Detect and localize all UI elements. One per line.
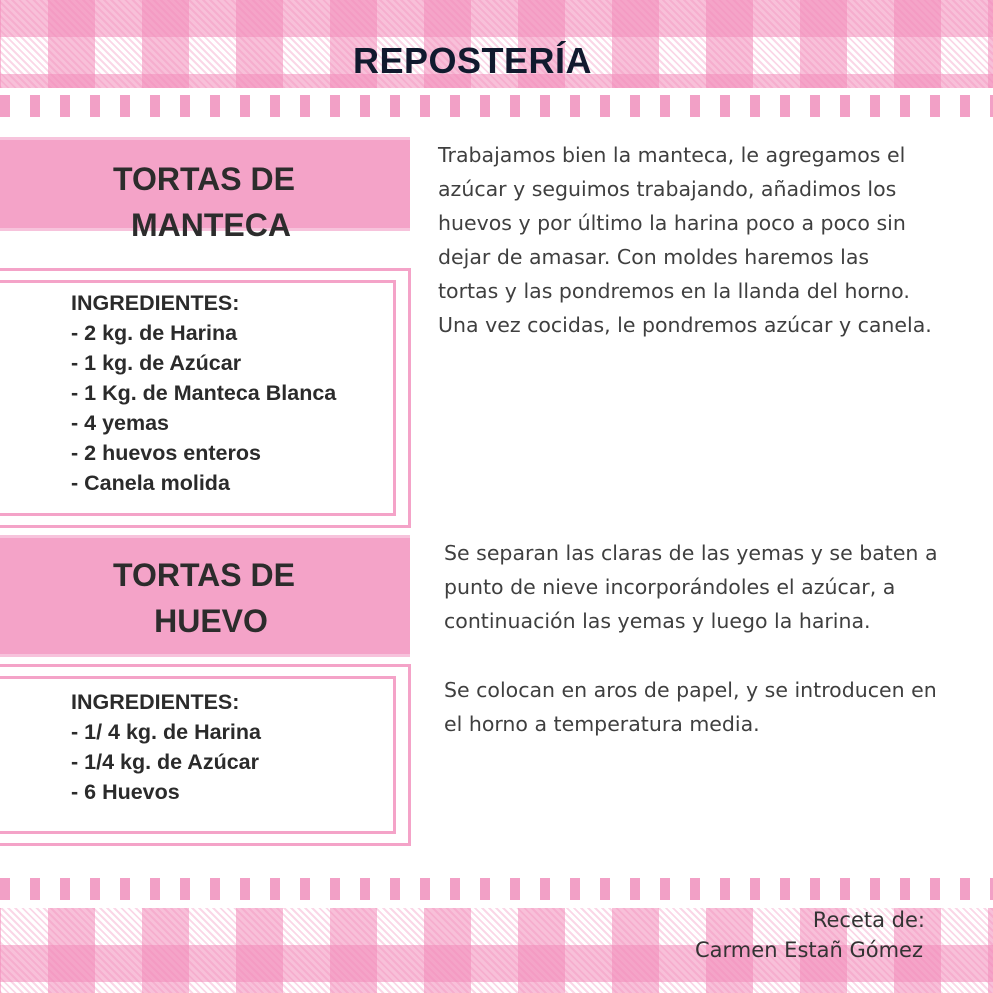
instructions-manteca	[438, 138, 932, 342]
ingredient-item: - 1 kg. de Azúcar	[71, 351, 242, 375]
ingredients-heading: INGREDIENTES:	[71, 291, 240, 315]
instruction-line: dejar de amasar. Con moldes haremos las	[438, 245, 870, 269]
instruction-line: azúcar y seguimos trabajando, añadimos los	[438, 177, 897, 201]
instruction-line: huevos y por último la harina poco a poco sin	[438, 211, 906, 235]
recipe-title-line1: TORTAS DE	[113, 161, 295, 197]
recipe-header-manteca	[0, 137, 410, 243]
recipe-title-line2: HUEVO	[154, 603, 268, 639]
ingredients-frame-huevo	[0, 664, 411, 846]
ingredients-list-manteca	[71, 288, 336, 498]
instruction-line: Una vez cocidas, le pondremos azúcar y canela.	[438, 313, 932, 337]
page-title: REPOSTERÍA	[352, 40, 593, 81]
ingredient-item: - 1/4 kg. de Azúcar	[71, 750, 259, 774]
ingredient-item: - 2 kg. de Harina	[71, 321, 238, 345]
recipe-credit	[695, 905, 923, 965]
instruction-line: Trabajamos bien la manteca, le agregamos el	[438, 143, 906, 167]
instruction-line: punto de nieve incorporándoles el azúcar, a	[444, 575, 896, 599]
credit-author: Carmen Estañ Gómez	[695, 938, 923, 962]
instruction-line: tortas y las pondremos en la llanda del horno.	[438, 279, 910, 303]
instructions-huevo-2	[444, 673, 937, 741]
recipe-title-line2: MANTECA	[131, 207, 291, 243]
instruction-line: Se separan las claras de las yemas y se baten a	[444, 541, 938, 565]
recipe-title-line1: TORTAS DE	[113, 557, 295, 593]
ingredient-item: - Canela molida	[71, 471, 230, 495]
ingredient-item: - 1/ 4 kg. de Harina	[71, 720, 261, 744]
instruction-line: continuación las yemas y luego la harina.	[444, 609, 871, 633]
ingredients-frame-manteca	[0, 268, 411, 528]
ingredients-heading: INGREDIENTES:	[71, 690, 240, 714]
ingredient-item: - 1 Kg. de Manteca Blanca	[71, 381, 337, 405]
bottom-tick-border	[0, 878, 993, 900]
ingredient-item: - 6 Huevos	[71, 780, 180, 804]
ingredient-item: - 4 yemas	[71, 411, 170, 435]
instructions-huevo	[444, 536, 938, 638]
ingredient-item: - 2 huevos enteros	[71, 441, 261, 465]
top-tick-border	[0, 95, 993, 117]
instruction-line: Se colocan en aros de papel, y se introducen en	[444, 678, 937, 702]
credit-label: Receta de:	[812, 908, 925, 932]
instruction-line: el horno a temperatura media.	[444, 712, 760, 736]
recipe-header-huevo	[0, 535, 410, 657]
ingredients-list-huevo	[71, 687, 261, 807]
